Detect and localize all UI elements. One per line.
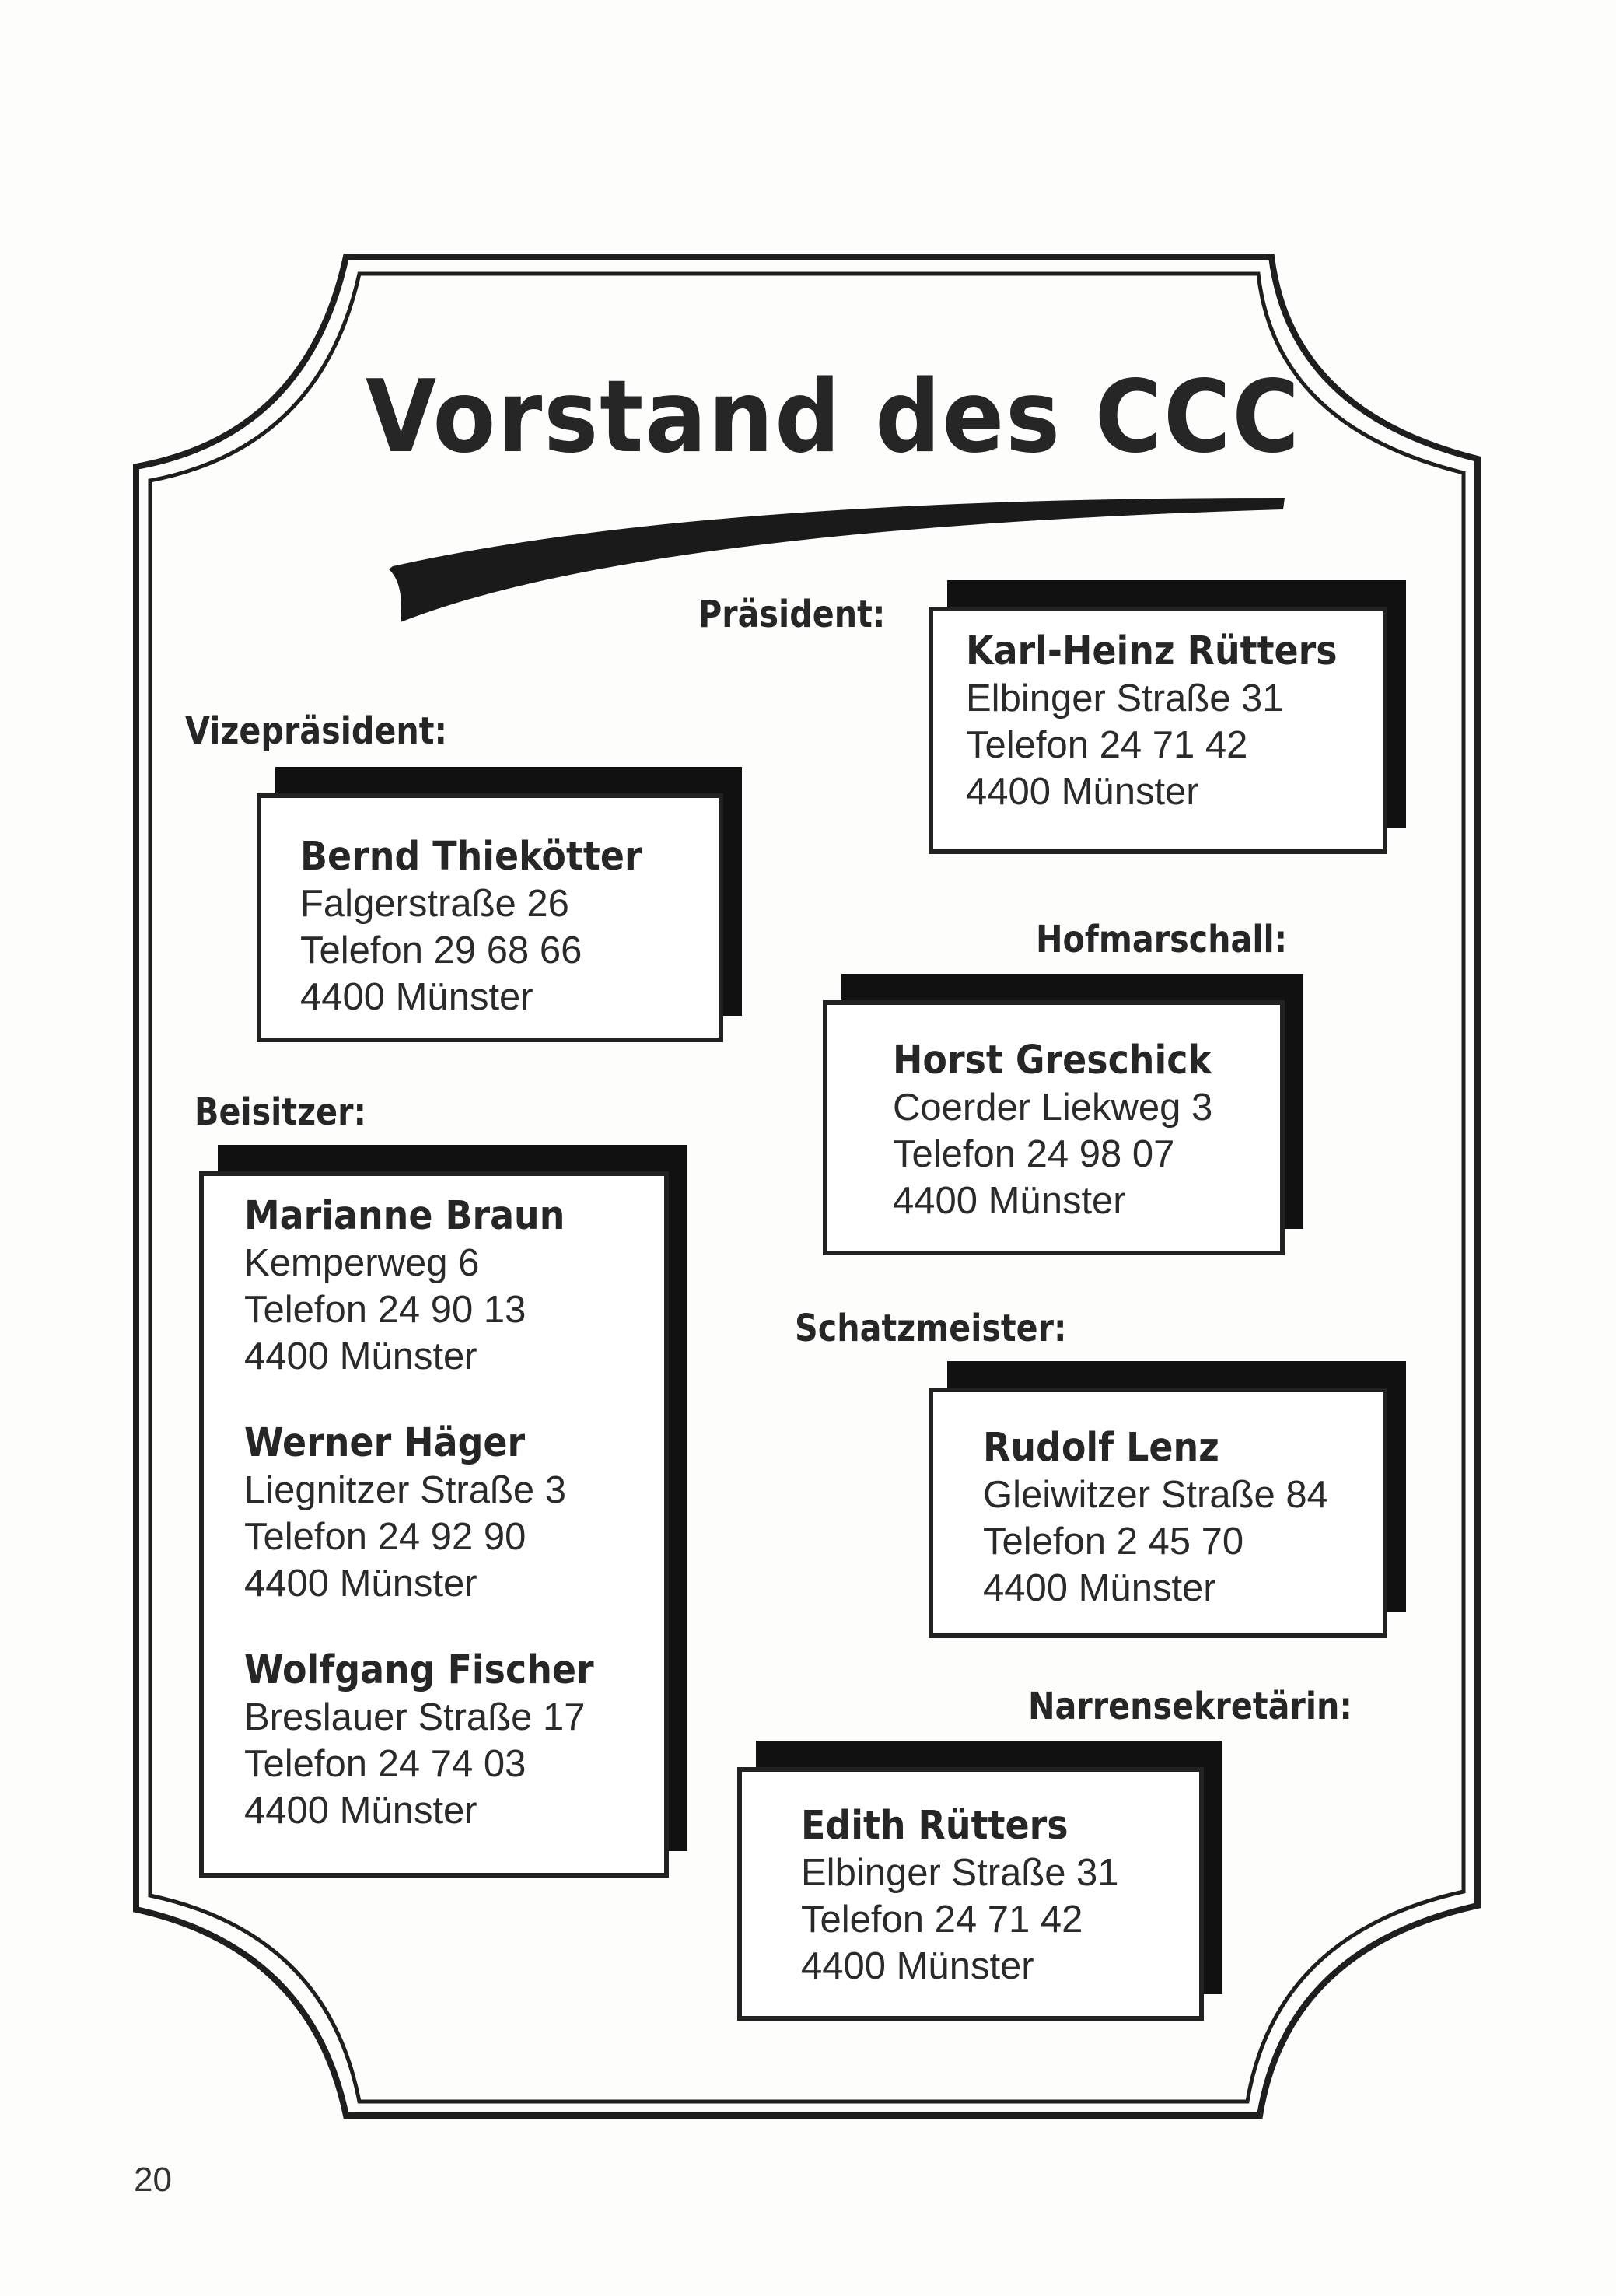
card-beisitzer	[199, 1171, 669, 1878]
page-number: 20	[134, 2161, 172, 2199]
member-street: Gleiwitzer Straße 84	[983, 1474, 1328, 1516]
member-phone: Telefon 24 92 90	[244, 1516, 526, 1558]
member-street: Breslauer Straße 17	[244, 1696, 586, 1738]
member-city: 4400 Münster	[244, 1335, 477, 1377]
member-entry	[966, 628, 1383, 815]
member-city: 4400 Münster	[893, 1180, 1126, 1222]
member-name: Horst Greschick	[893, 1038, 1212, 1083]
member-phone: Telefon 24 74 03	[244, 1743, 526, 1785]
member-name: Werner Häger	[244, 1420, 526, 1466]
card-schatzmeister	[929, 1388, 1387, 1638]
member-entry	[983, 1425, 1383, 1612]
role-label-praesident: Präsident:	[698, 593, 886, 636]
member-phone: Telefon 29 68 66	[300, 929, 582, 971]
member-phone: Telefon 24 71 42	[801, 1899, 1083, 1941]
card-hofmarschall	[823, 1000, 1285, 1255]
member-city: 4400 Münster	[801, 1945, 1034, 1987]
member-phone: Telefon 2 45 70	[983, 1521, 1244, 1563]
member-name: Wolfgang Fischer	[244, 1647, 594, 1693]
member-entry	[244, 1647, 664, 1834]
member-street: Coerder Liekweg 3	[893, 1087, 1213, 1129]
member-street: Elbinger Straße 31	[966, 677, 1284, 719]
member-entry	[300, 834, 719, 1020]
member-entry	[244, 1193, 664, 1380]
member-name: Karl-Heinz Rütters	[966, 628, 1338, 674]
member-phone: Telefon 24 98 07	[893, 1133, 1175, 1175]
member-name: Bernd Thiekötter	[300, 834, 642, 880]
member-phone: Telefon 24 90 13	[244, 1289, 526, 1331]
member-name: Rudolf Lenz	[983, 1425, 1219, 1471]
member-entry	[244, 1420, 664, 1607]
card-vizepraesident	[257, 793, 723, 1042]
member-entry	[801, 1803, 1199, 1990]
role-label-hofmarschall: Hofmarschall:	[1036, 918, 1288, 961]
member-city: 4400 Münster	[300, 976, 533, 1018]
member-name: Marianne Braun	[244, 1193, 565, 1239]
member-city: 4400 Münster	[244, 1790, 477, 1832]
member-street: Liegnitzer Straße 3	[244, 1469, 566, 1511]
member-street: Kemperweg 6	[244, 1242, 480, 1284]
card-narrensekretaerin	[737, 1767, 1204, 2021]
member-city: 4400 Münster	[244, 1563, 477, 1605]
role-label-narrensekretaerin: Narrensekretärin:	[1028, 1685, 1352, 1728]
member-street: Elbinger Straße 31	[801, 1852, 1119, 1894]
role-label-vizepraesident: Vizepräsident:	[185, 709, 448, 753]
member-street: Falgerstraße 26	[300, 883, 569, 925]
member-phone: Telefon 24 71 42	[966, 724, 1248, 766]
member-entry	[893, 1038, 1280, 1224]
member-city: 4400 Münster	[966, 771, 1199, 813]
card-praesident	[929, 607, 1387, 854]
page-title: Vorstand des CCC	[366, 359, 1301, 475]
role-label-beisitzer: Beisitzer:	[194, 1090, 366, 1134]
member-name: Edith Rütters	[801, 1803, 1069, 1849]
role-label-schatzmeister: Schatzmeister:	[795, 1307, 1067, 1350]
member-city: 4400 Münster	[983, 1567, 1216, 1609]
